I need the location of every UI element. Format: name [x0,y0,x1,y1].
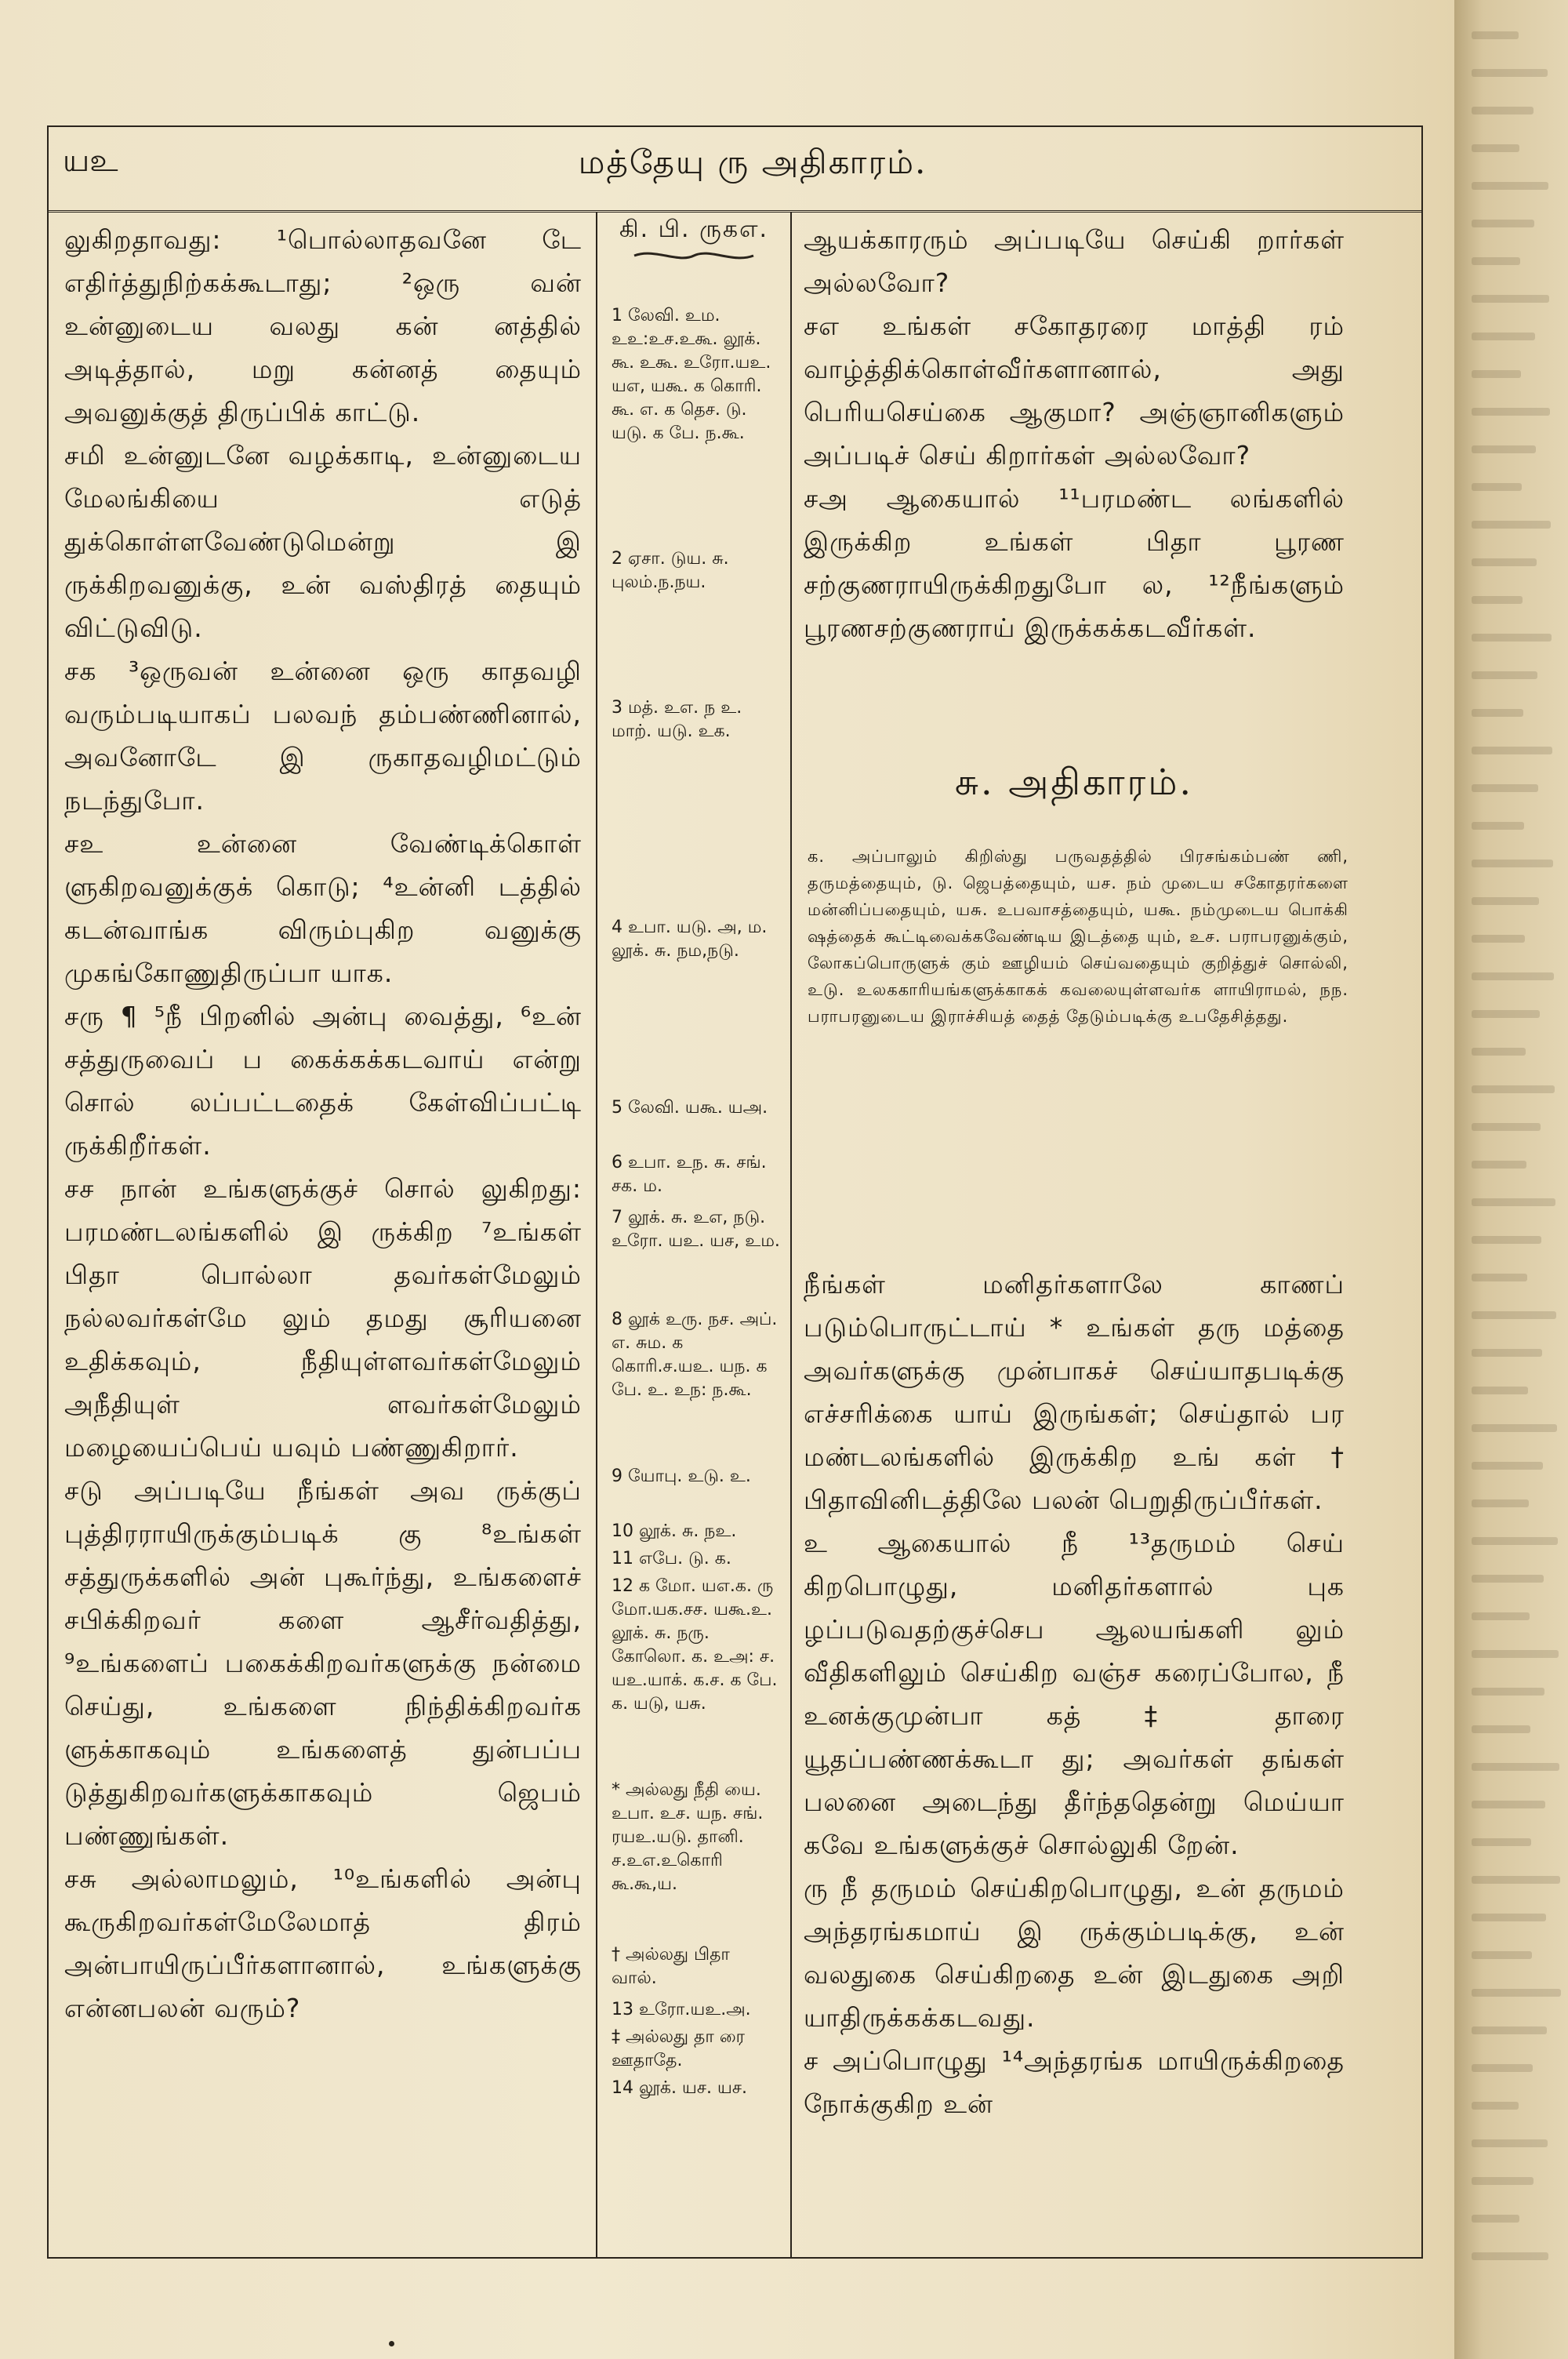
facing-page-line [1472,2139,1548,2147]
right-text-column-top [804,218,1345,649]
reference-entry: 11 எபே. டு. க. [612,1549,731,1568]
facing-page-line [1472,784,1538,792]
facing-page-line [1472,1989,1561,1997]
facing-page-line [1472,1048,1526,1056]
chapter-summary: க. அப்பாலும் கிறிஸ்து பருவதத்தில் பிரசங்கம்பண் ணி, தருமத்தையும், டு. ஜெபத்தையும், யச. நம் முடைய சகோதரர்களை மன்னிப்பதையும், யசு. உபவாசத்தையும், யகூ. நம்முடைய பொக்கி ஷத்தைக் கூட்டிவைக்கவேண்டிய இடத்தை யும், உச. பராபரனுக்கும், லோகப்பொருளுக் கும் ஊழியம் செய்வதையும் குறித்துச் சொல்லி, உடு. உலககாரியங்களுக்காகக் கவலையுள்ளவர்க ளாயிராமல், நந. பராபரனுடைய இராச்சியத் தைத் தேடும்படிக்கு உபதேசித்தது. [808,847,1348,1026]
facing-page-line [1472,1311,1556,1319]
facing-page-line [1472,483,1522,491]
facing-page-line [1472,1914,1546,1921]
facing-page-line [1472,671,1537,679]
facing-page-line [1472,1876,1560,1884]
facing-page-line [1472,408,1550,416]
facing-page-line [1472,1236,1541,1244]
facing-page-line [1472,1575,1544,1583]
facing-page-line [1472,1349,1542,1357]
facing-page-line [1472,182,1548,190]
running-title: மத்தேயு ரு அதிகாரம். [578,143,927,181]
reference-entry: 12 க மோ. யஎ.க. ரு மோ.யக.சச. யகூ.உ. லூக். சு. நரு. கோலொ. க. உஅ: ச. யஉ.யாக். க.ச. க பே. க. யடு, யசு. [612,1576,778,1714]
paragraph: சஉ உன்னை வேண்டிக்கொள் ளுகிறவனுக்குக் கொடு; ⁴உன்னி டத்தில் கடன்வாங்க விரும்புகிற வனுக்கு முகங்கோணுதிருப்பா யாக. [64,828,582,988]
facing-page-line [1472,822,1524,830]
facing-page-line [1472,2177,1534,2185]
facing-page-line [1472,2215,1519,2223]
paragraph: சஎ உங்கள் சகோதரரை மாத்தி ரம் வாழ்த்திக்கொள்வீர்களானால், அது பெரியசெய்கை ஆகுமா? அஞ்ஞானிகளும் அப்படிச் செய் கிறார்கள் அல்லவோ? [804,311,1345,471]
facing-page-line [1472,2252,1548,2260]
paragraph: ரு நீ தருமம் செய்கிறபொழுது, உன் தருமம் அந்தரங்கமாய் இ ருக்கும்படிக்கு, உன் வலதுகை செய்கிறதை உன் இடதுகை அறி யாதிருக்கக்கடவது. [804,1873,1345,2033]
facing-page-line [1472,1801,1545,1808]
header-rule [47,210,1423,213]
facing-page-line [1472,1123,1541,1131]
reference-entry: 7 லூக். சு. உஎ, நடு. உரோ. யஉ. யச, உம. [612,1208,780,1251]
facing-page-edge [1454,0,1568,2359]
reference-entry: 3 மத். உஎ. ந உ. மாற். யடு. உக. [612,698,742,741]
facing-page-line [1472,2026,1547,2034]
chapter-heading: சு. அதிகாரம். [955,761,1193,803]
facing-page-line [1472,1725,1530,1733]
reference-entry: ‡ அல்லது தா ரை ஊதாதே. [612,2027,746,2070]
reference-entry: 8 லூக் உரு. நச. அப். எ. சும. க கொரி.ச.யஉ. யந. க பே. உ. உந: ந.கூ. [612,1310,778,1400]
reference-entry: 9 யோபு. உடு. உ. [612,1467,751,1486]
print-mark [389,2341,394,2346]
facing-page-line [1472,558,1537,566]
facing-page-line [1472,634,1552,642]
facing-page-line [1472,220,1534,227]
facing-page-line [1472,1462,1543,1470]
facing-page-line [1472,935,1525,943]
paragraph: லுகிறதாவது: ¹பொல்லாதவனே டே எதிர்த்துநிற்கக்கூடாது; ²ஒரு வன் உன்னுடைய வலது கன் னத்தில் அடித்தால், மறு கன்னத் தையும் அவனுக்குத் திருப்பிக் காட்டு. [64,224,582,427]
facing-page-line [1472,295,1549,303]
reference-entry: 1 லேவி. உம. உஉ:உச.உகூ. லூக். கூ. உகூ. உரோ.யஉ. யஎ, யகூ. க கொரி. கூ. எ. க தெச. டு. யடு. க பே. ந.கூ. [612,306,771,443]
reference-entry: * அல்லது நீதி யை. உபா. உச. யந. சங். ரயஉ.யடு. தானி. ச.உஎ.உகொரி கூ.கூ,ய. [612,1780,764,1894]
facing-page-line [1472,1763,1559,1771]
facing-page-line [1472,521,1551,529]
facing-page-line [1472,747,1552,754]
facing-page-line [1472,1010,1540,1018]
paragraph: நீங்கள் மனிதர்களாலே காணப் படும்பொருட்டாய் * உங்கள் தரு மத்தை அவர்களுக்கு முன்பாகச் செய்யாதபடிக்கு எச்சரிக்கை யாய் இருங்கள்; செய்தால் பர மண்டலங்களில் இருக்கிற உங் கள் † பிதாவினிடத்திலே பலன் பெறுதிருப்பீர்கள். [804,1269,1345,1515]
paragraph: சடு அப்படியே நீங்கள் அவ ருக்குப் புத்திரராயிருக்கும்படிக் கு ⁸உங்கள் சத்துருக்களில் அன் புகூர்ந்து, உங்களைச் சபிக்கிறவர் களை ஆசீர்வதித்து, ⁹உங்களைப் பகைக்கிறவர்களுக்கு நன்மை செய்து, உங்களை நிந்திக்கிறவர்க ளுக்காகவும் உங்களைத் துன்பப்ப டுத்துகிறவர்களுக்காகவும் ஜெபம் பண்ணுங்கள். [64,1475,582,1851]
facing-page-line [1472,1650,1559,1658]
facing-page-line [1472,1612,1530,1620]
facing-page-line [1472,257,1520,265]
facing-page-line [1472,445,1536,453]
paragraph: சச நான் உங்களுக்குச் சொல் லுகிறது: பரமண்டலங்களில் இ ருக்கிற ⁷உங்கள் பிதா பொல்லா தவர்கள்மேலும் நல்லவர்கள்மே லும் தமது சூரியனை உதிக்கவும், நீதியுள்ளவர்கள்மேலும் அநீதியுள் ளவர்கள்மேலும் மழையைப்பெய் யவும் பண்ணுகிறார். [64,1173,582,1463]
facing-page-line [1472,1274,1527,1281]
paragraph: சசு அல்லாமலும், ¹⁰உங்களில் அன்பு கூருகிறவர்கள்மேலேமாத் திரம் அன்பாயிருப்பீர்களானால், உங்களுக்கு என்னபலன் வரும்? [64,1863,582,2023]
column-divider-right [790,212,792,2259]
facing-page-line [1472,370,1521,378]
paragraph: சரு ¶ ⁵நீ பிறனில் அன்பு வைத்து, ⁶உன் சத்துருவைப் ப கைக்கக்கடவாய் என்று சொல் லப்பட்டதைக் கேள்விப்பட்டி ருக்கிறீர்கள். [64,1001,582,1161]
reference-column [612,216,780,2098]
facing-page-line [1472,1688,1544,1696]
facing-page-line [1472,1085,1555,1093]
facing-page-line [1472,1198,1555,1206]
reference-heading: கி. பி. ருகஎ. [619,216,769,243]
facing-page-line [1472,709,1523,717]
facing-page-line [1472,1838,1531,1846]
reference-entry: 6 உபா. உந. சு. சங். சக. ம. [612,1153,767,1196]
right-text-column-bottom [804,1263,1345,2125]
facing-page-line [1472,1161,1526,1169]
facing-page-line [1472,333,1535,340]
paragraph: உ ஆகையால் நீ ¹³தருமம் செய் கிறபொழுது, மனிதர்களால் புக ழப்படுவதற்குச்செப ஆலயங்களி லும் வீதிகளிலும் செய்கிற வஞ்ச கரைப்போல, நீ உனக்குமுன்பா கத் ‡ தாரை யூதப்பண்ணக்கூடா து; அவர்கள் தங்கள் பலனை அடைந்து தீர்ந்ததென்று மெய்யா கவே உங்களுக்குச் சொல்லுகி றேன். [804,1528,1345,1860]
paragraph: ச அப்பொழுது ¹⁴அந்தரங்க மாயிருக்கிறதை நோக்குகிற உன் [804,2045,1345,2119]
facing-page-line [1472,1537,1558,1545]
facing-page-line [1472,596,1523,604]
facing-page-line [1472,144,1519,152]
paragraph: சக ³ஒருவன் உன்னை ஒரு காதவழி வரும்படியாகப் பலவந் தம்பண்ணினால், அவனோடே இ ருகாதவழிமட்டும் நடந்துபோ. [64,656,582,816]
ornament-icon [631,246,757,265]
reference-entry: † அல்லது பிதா வால். [612,1945,730,1988]
column-divider-left [596,212,597,2259]
reference-entry: 5 லேவி. யகூ. யஅ. [612,1098,768,1118]
facing-page-line [1472,1387,1528,1394]
facing-page-line [1472,2064,1533,2072]
facing-page-line [1472,972,1554,980]
facing-page-line [1472,31,1519,39]
paragraph: சஅ ஆகையால் ¹¹பரமண்ட லங்களில் இருக்கிற உங்கள் பிதா பூரண சற்குணராயிருக்கிறதுபோ ல, ¹²நீங்களும் பூரணசற்குணராய் இருக்கக்கடவீர்கள். [804,483,1345,643]
facing-page-line [1472,107,1534,114]
reference-entry: 4 உபா. யடு. அ, ம. லூக். சு. நம,நடு. [612,918,768,961]
page-number: யஉ [63,143,118,179]
facing-page-line [1472,860,1553,867]
reference-entry: 2 ஏசா. டுய. சு. புலம்.ந.நய. [612,549,729,592]
left-text-column [64,218,582,2030]
paragraph: சமி உன்னுடனே வழக்காடி, உன்னுடைய மேலங்கியை எடுத் துக்கொள்ளவேண்டுமென்று இ ருக்கிறவனுக்கு, உன் வஸ்திரத் தையும் விட்டுவிடு. [64,440,582,643]
reference-entry: 10 லூக். சு. நஉ. [612,1521,737,1541]
facing-page-line [1472,897,1539,905]
facing-page-line [1472,69,1548,77]
facing-page-line [1472,1499,1529,1507]
paragraph: ஆயக்காரரும் அப்படியே செய்கி றார்கள் அல்லவோ? [804,224,1345,298]
reference-entry: 13 உரோ.யஉ.அ. [612,2000,751,2019]
reference-entry: 14 லூக். யச. யச. [612,2078,748,2098]
facing-page-line [1472,1424,1557,1432]
facing-page-line [1472,1951,1532,1959]
facing-page-line [1472,2102,1519,2110]
